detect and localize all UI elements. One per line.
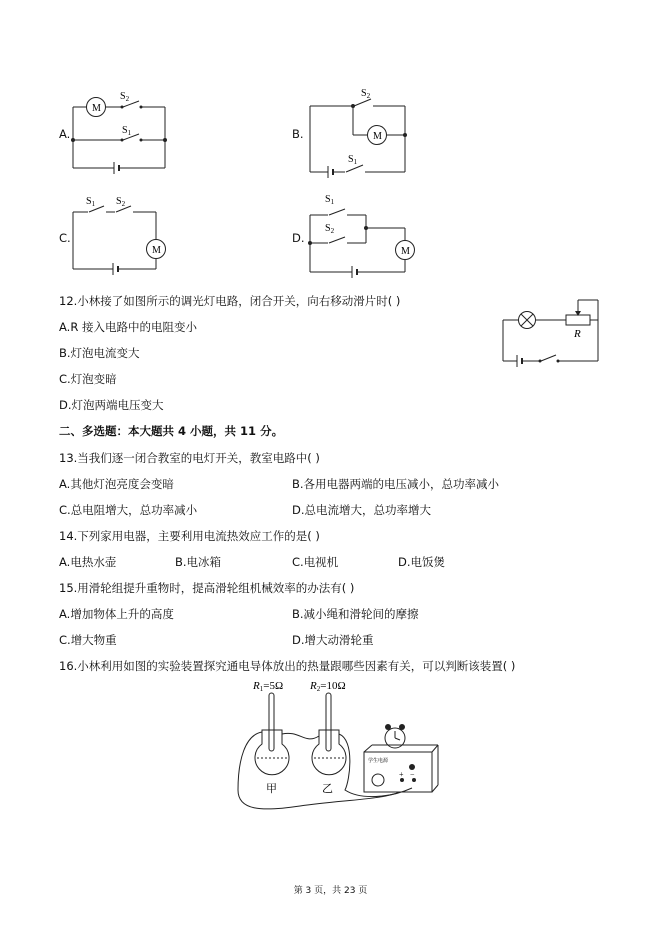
section-heading: 二、多选题：本大题共 4 小题，共 11 分。 [59, 424, 284, 438]
q15-stem: 15.用滑轮组提升重物时，提高滑轮组机械效率的办法有( ) [59, 581, 355, 595]
q13-option-c[interactable]: C.总电阻增大，总功率减小 [59, 503, 198, 517]
rheostat-label: R [574, 328, 581, 340]
q13-option-d[interactable]: D.总电流增大，总功率增大 [292, 503, 432, 517]
page-footer: 第 3 页，共 23 页 [293, 886, 368, 896]
svg-text:S1: $S_1$ [348, 154, 358, 166]
q14-option-a[interactable]: A.电热水壶 [59, 555, 117, 569]
q14-stem: 14.下列家用电器，主要利用电流热效应工作的是( ) [59, 529, 320, 543]
q11-option-b-label[interactable]: B. [292, 127, 304, 141]
flask-2-label: 乙 [322, 783, 333, 795]
q15-option-c[interactable]: C.增大物重 [59, 633, 117, 647]
q11a-motor: M [92, 103, 101, 114]
svg-text:M: M [373, 131, 382, 142]
power-supply-label: 学生电源 [368, 759, 389, 764]
q13-stem: 13.当我们逐一闭合教室的电灯开关，教室电路中( ) [59, 451, 320, 465]
q13-option-a[interactable]: A.其他灯泡亮度会变暗 [59, 477, 174, 491]
svg-text:M: M [152, 245, 161, 256]
svg-text:S2: $S_2$ [120, 91, 130, 103]
q15-option-d[interactable]: D.增大动滑轮重 [292, 633, 374, 647]
q11-option-d-label[interactable]: D. [292, 231, 305, 245]
q12-option-d[interactable]: D.灯泡两端电压变大 [59, 398, 164, 412]
svg-text:−: − [410, 770, 415, 779]
q12-option-b[interactable]: B.灯泡电流变大 [59, 346, 140, 360]
q14-option-b[interactable]: B.电冰箱 [175, 555, 222, 569]
svg-text:S1: $S_1$ [86, 196, 96, 208]
q13-option-b[interactable]: B.各用电器两端的电压减小，总功率减小 [292, 477, 500, 491]
q11-option-c-label[interactable]: C. [59, 231, 71, 245]
svg-text:R1=5Ω: R1=5Ω [253, 680, 284, 693]
q12-option-a[interactable]: A.R 接入电路中的电阻变小 [59, 320, 197, 334]
q12-option-c[interactable]: C.灯泡变暗 [59, 372, 117, 386]
q11a-s2: S [120, 91, 126, 102]
svg-text:+: + [399, 770, 404, 779]
q14-option-c[interactable]: C.电视机 [292, 555, 339, 569]
svg-text:S2: $S_2$ [116, 196, 126, 208]
q11-option-a-label[interactable]: A. [59, 127, 71, 141]
q12-stem: 12.小林接了如图所示的调光灯电路，闭合开关，向右移动滑片时( ) [59, 294, 401, 308]
svg-text:R2=10Ω: R2=10Ω [310, 680, 346, 693]
flask-1-label: 甲 [266, 783, 277, 795]
q16-stem: 16.小林利用如图的实验装置探究通电导体放出的热量跟哪些因素有关，可以判断该装置( ) [59, 659, 516, 673]
svg-text:S1: $S_1$ [122, 125, 132, 137]
svg-text:S2: $S_2$ [325, 223, 335, 235]
q11a-s1: S [122, 125, 128, 136]
q15-option-a[interactable]: A.增加物体上升的高度 [59, 607, 174, 621]
svg-text:M: M [401, 246, 410, 257]
svg-text:S1: $S_1$ [325, 194, 335, 206]
q15-option-b[interactable]: B.减小绳和滑轮间的摩擦 [292, 607, 419, 621]
svg-text:S2: $S_2$ [361, 88, 371, 100]
q14-option-d[interactable]: D.电饭煲 [398, 555, 446, 569]
